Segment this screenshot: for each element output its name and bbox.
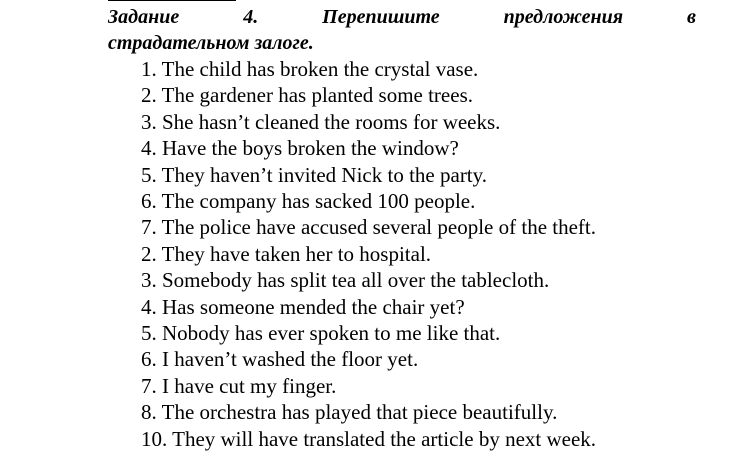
task-word-perepishite: Перепишите — [322, 6, 440, 28]
task-word-zadanie: Задание — [108, 6, 180, 28]
top-rule — [108, 0, 236, 1]
sentence-item: 1. The child has broken the crystal vase. — [141, 57, 479, 81]
sentence-item: 2. They have taken her to hospital. — [141, 241, 432, 266]
sentence-item: 2. The gardener has planted some trees. — [141, 83, 473, 108]
sentence-item: 5. They haven’t invited Nick to the party. — [141, 162, 488, 187]
task-heading-line2: страдательном залоге. — [108, 32, 314, 54]
sentence-item: 6. I haven’t washed the floor yet. — [141, 347, 419, 372]
sentence-item: 5. Nobody has ever spoken to me like that. — [141, 321, 501, 346]
sentence-item: 3. Somebody has split tea all over the tablecloth. — [141, 268, 550, 293]
sentence-item: 8. The orchestra has played that piece beautifully. — [141, 400, 558, 425]
sentence-item: 6. The company has sacked 100 people. — [141, 189, 476, 214]
task-heading — [108, 4, 696, 30]
sentence-item: 4. Has someone mended the chair yet? — [141, 294, 465, 319]
task-number: 4. — [243, 6, 259, 28]
sentence-item: 7. I have cut my finger. — [141, 373, 337, 398]
sentence-list — [141, 56, 596, 452]
sentence-item: 3. She hasn’t cleaned the rooms for weeks. — [141, 109, 501, 134]
sentence-item: 7. The police have accused several people of the theft. — [141, 215, 596, 240]
sentence-item: 4. Have the boys broken the window? — [141, 136, 459, 161]
sentence-item: 10. They will have translated the article by next week. — [141, 426, 597, 451]
task-word-v: в — [687, 6, 696, 28]
task-word-predlozheniya: предложения — [503, 6, 624, 28]
